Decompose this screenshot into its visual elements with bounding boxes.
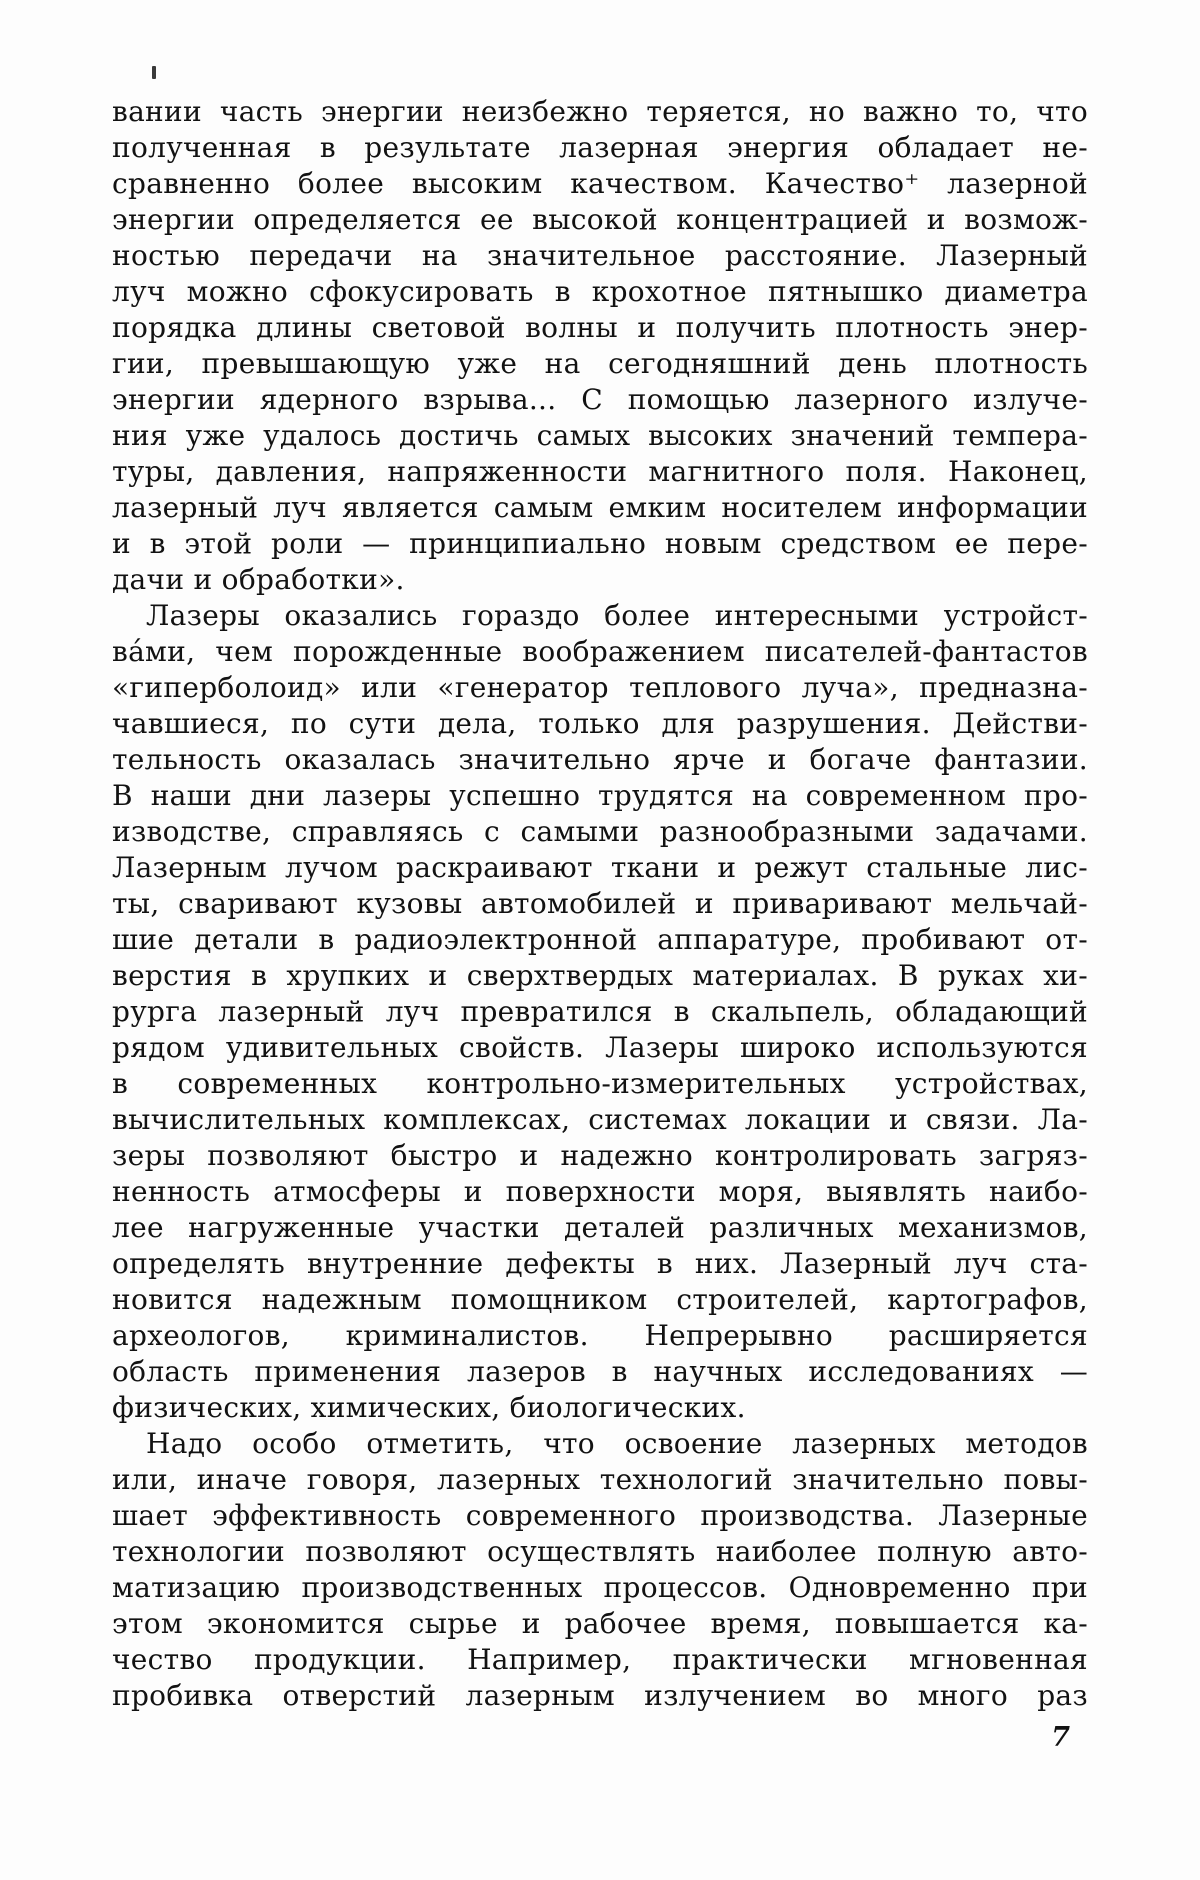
text-block: [112, 94, 1088, 1714]
text-line: определять внутренние дефекты в них. Лазерный луч ста-: [112, 1247, 1088, 1280]
text-line: гии, превышающую уже на сегодняшний день плотность: [112, 347, 1088, 380]
text-line: чество продукции. Например, практически мгновенная: [112, 1643, 1088, 1676]
text-line: В наши дни лазеры успешно трудятся на современном про-: [112, 779, 1088, 812]
text-line: энергии ядерного взрыва... С помощью лазерного излуче-: [112, 383, 1088, 416]
text-line: физических, химических, биологических.: [112, 1391, 746, 1424]
text-line: ва́ми, чем порожденные воображением писателей-фантастов: [112, 635, 1088, 668]
text-line: археологов, криминалистов. Непрерывно расширяется: [112, 1319, 1088, 1352]
text-line: вычислительных комплексах, системах локации и связи. Ла-: [112, 1103, 1088, 1136]
text-line: ненность атмосферы и поверхности моря, выявлять наибо-: [112, 1175, 1088, 1208]
text-line: область применения лазеров в научных исследованиях —: [112, 1355, 1088, 1388]
text-line: шает эффективность современного производства. Лазерные: [112, 1499, 1088, 1532]
text-line: Лазеры оказались гораздо более интересными устройст-: [146, 599, 1088, 632]
text-line: дачи и обработки».: [112, 563, 405, 596]
text-line: «гиперболоид» или «генератор теплового луча», предназна-: [112, 671, 1088, 704]
text-line: технологии позволяют осуществлять наиболее полную авто-: [112, 1535, 1088, 1568]
text-line: Лазерным лучом раскраивают ткани и режут стальные лис-: [112, 851, 1088, 884]
text-line: ния уже удалось достичь самых высоких значений темпера-: [112, 419, 1088, 452]
text-line: матизацию производственных процессов. Одновременно при: [112, 1571, 1088, 1604]
text-line: изводстве, справляясь с самыми разнообразными задачами.: [112, 815, 1088, 848]
text-line: в современных контрольно-измерительных устройствах,: [112, 1067, 1088, 1100]
text-line: новится надежным помощником строителей, картографов,: [112, 1283, 1088, 1316]
text-line: рурга лазерный луч превратился в скальпель, обладающий: [112, 995, 1088, 1028]
text-line: рядом удивительных свойств. Лазеры широко используются: [112, 1031, 1088, 1064]
text-line: луч можно сфокусировать в крохотное пятнышко диаметра: [112, 275, 1088, 308]
text-line: энергии определяется ее высокой концентрацией и возмож-: [112, 203, 1088, 236]
text-line: лазерный луч является самым емким носителем информации: [112, 491, 1088, 524]
text-line: и в этой роли — принципиально новым средством ее пере-: [112, 527, 1088, 560]
text-line: ты, сваривают кузовы автомобилей и приваривают мельчай-: [112, 887, 1088, 920]
text-line: чавшиеся, по сути дела, только для разрушения. Действи-: [112, 707, 1088, 740]
text-line: зеры позволяют быстро и надежно контролировать загряз-: [112, 1139, 1088, 1172]
text-line: порядка длины световой волны и получить плотность энер-: [112, 311, 1088, 344]
text-line: этом экономится сырье и рабочее время, повышается ка-: [112, 1607, 1088, 1640]
scan-artifact-speck: [152, 66, 156, 79]
text-line: вании часть энергии неизбежно теряется, но важно то, что: [112, 95, 1088, 128]
text-line: полученная в результате лазерная энергия обладает не-: [112, 131, 1088, 164]
page-number: 7: [1051, 1722, 1070, 1753]
text-line: лее нагруженные участки деталей различных механизмов,: [112, 1211, 1088, 1244]
text-line: пробивка отверстий лазерным излучением во много раз: [112, 1679, 1088, 1712]
text-line: Надо особо отметить, что освоение лазерных методов: [146, 1427, 1088, 1460]
text-line: или, иначе говоря, лазерных технологий значительно повы-: [112, 1463, 1088, 1496]
text-line: сравненно более высоким качеством. Качество⁺ лазерной: [112, 167, 1088, 200]
text-line: туры, давления, напряженности магнитного поля. Наконец,: [112, 455, 1088, 488]
text-line: тельность оказалась значительно ярче и богаче фантазии.: [112, 743, 1088, 776]
text-line: шие детали в радиоэлектронной аппаратуре, пробивают от-: [112, 923, 1088, 956]
text-line: ностью передачи на значительное расстояние. Лазерный: [112, 239, 1088, 272]
text-line: верстия в хрупких и сверхтвердых материалах. В руках хи-: [112, 959, 1088, 992]
